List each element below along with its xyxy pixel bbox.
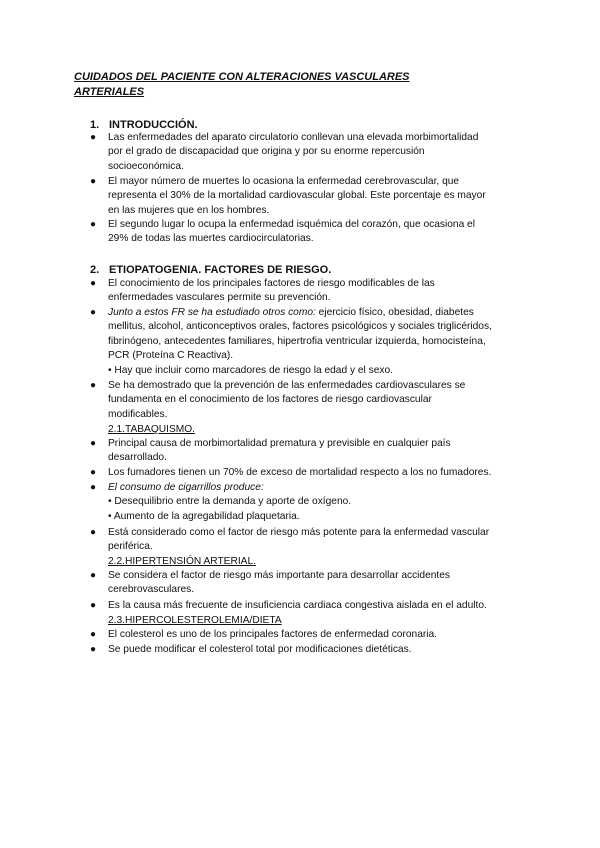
bullet-icon: ●	[90, 482, 97, 493]
document-title	[74, 70, 410, 99]
etio-paragraph-3: Se ha demostrado que la prevención de las enfermedades cardiovasculares se fundamenta en el conocimiento de los factores de riesgo cardiovascular modificables.	[108, 380, 466, 420]
bullet-icon: ●	[90, 467, 97, 478]
hipercolesterolemia-paragraph-2: Se puede modificar el colesterol total por modificaciones dietéticas.	[108, 644, 412, 655]
subsection-heading-hipertension: 2.2.HIPERTENSIÓN ARTERIAL.	[108, 556, 256, 567]
etio-paragraph-2: Junto a estos FR se ha estudiado otros como: ejercicio físico, obesidad, diabetes mellitus, alcohol, anticonceptivos orales, factores psicológicos y sociales triglicéridos, fibrinógeno, antecedentes familiares, hipertrofia ventricular izquierda, homocisteína, PCR (Proteína C Reactiva). • Hay que incluir como marcadores de riesgo la edad y el sexo.	[108, 307, 492, 376]
bullet-icon: ●	[90, 219, 97, 230]
hipercolesterolemia-paragraph-1: El colesterol es uno de los principales factores de enfermedad coronaria.	[108, 629, 438, 640]
hipertension-paragraph-1: Se considera el factor de riesgo más importante para desarrollar accidentes cerebrovasculares.	[108, 570, 451, 596]
bullet-icon: ●	[90, 132, 97, 143]
tabaquismo-paragraph-3: El consumo de cigarrillos produce: • Desequilibrio entre la demanda y aporte de oxígeno. • Aumento de la agregabilidad plaquetaria.	[108, 482, 352, 522]
section-heading-etiopatogenia: 2. ETIOPATOGENIA. FACTORES DE RIESGO.	[90, 264, 332, 276]
bullet-icon: ●	[90, 307, 97, 318]
bullet-icon: ●	[90, 278, 97, 289]
bullet-icon: ●	[90, 644, 97, 655]
intro-paragraph-1: Las enfermedades del aparato circulatorio conllevan una elevada morbimortalidad por el grado de discapacidad que origina y por su enorme repercusión socioeconómica.	[108, 132, 479, 172]
title-line: CUIDADOS DEL PACIENTE CON ALTERACIONES VASCULARES	[74, 71, 410, 83]
bullet-icon: ●	[90, 629, 97, 640]
subsection-heading-hipercolesterolemia: 2.3.HIPERCOLESTEROLEMIA/DIETA	[108, 615, 282, 626]
hipertension-paragraph-2: Es la causa más frecuente de insuficiencia cardiaca congestiva aislada en el adulto.	[108, 600, 487, 611]
section-heading-intro: 1. INTRODUCCIÓN.	[90, 119, 198, 131]
intro-paragraph-2: El mayor número de muertes lo ocasiona la enfermedad cerebrovascular, que representa el 30% de la mortalidad cardiovascular global. Este porcentaje es mayor en las mujeres que en los hombres.	[108, 176, 486, 216]
bullet-icon: ●	[90, 527, 97, 538]
tabaquismo-paragraph-4: Está considerado como el factor de riesgo más potente para la enfermedad vascular periférica.	[108, 527, 490, 553]
title-line: ARTERIALES	[74, 85, 145, 98]
bullet-icon: ●	[90, 600, 97, 611]
subsection-heading-tabaquismo: 2.1.TABAQUISMO.	[108, 424, 195, 435]
bullet-icon: ●	[90, 176, 97, 187]
bullet-icon: ●	[90, 438, 97, 449]
tabaquismo-paragraph-1: Principal causa de morbimortalidad prematura y previsible en cualquier país desarrollado.	[108, 438, 451, 464]
bullet-icon: ●	[90, 570, 97, 581]
etio-paragraph-1: El conocimiento de los principales factores de riesgo modificables de las enfermedades vasculares permite su prevención.	[108, 278, 435, 304]
intro-paragraph-3: El segundo lugar lo ocupa la enfermedad isquémica del corazón, que ocasiona el 29% de todas las muertes cardiocirculatorias.	[108, 219, 475, 245]
tabaquismo-paragraph-2: Los fumadores tienen un 70% de exceso de mortalidad respecto a los no fumadores.	[108, 467, 492, 478]
bullet-icon: ●	[90, 380, 97, 391]
